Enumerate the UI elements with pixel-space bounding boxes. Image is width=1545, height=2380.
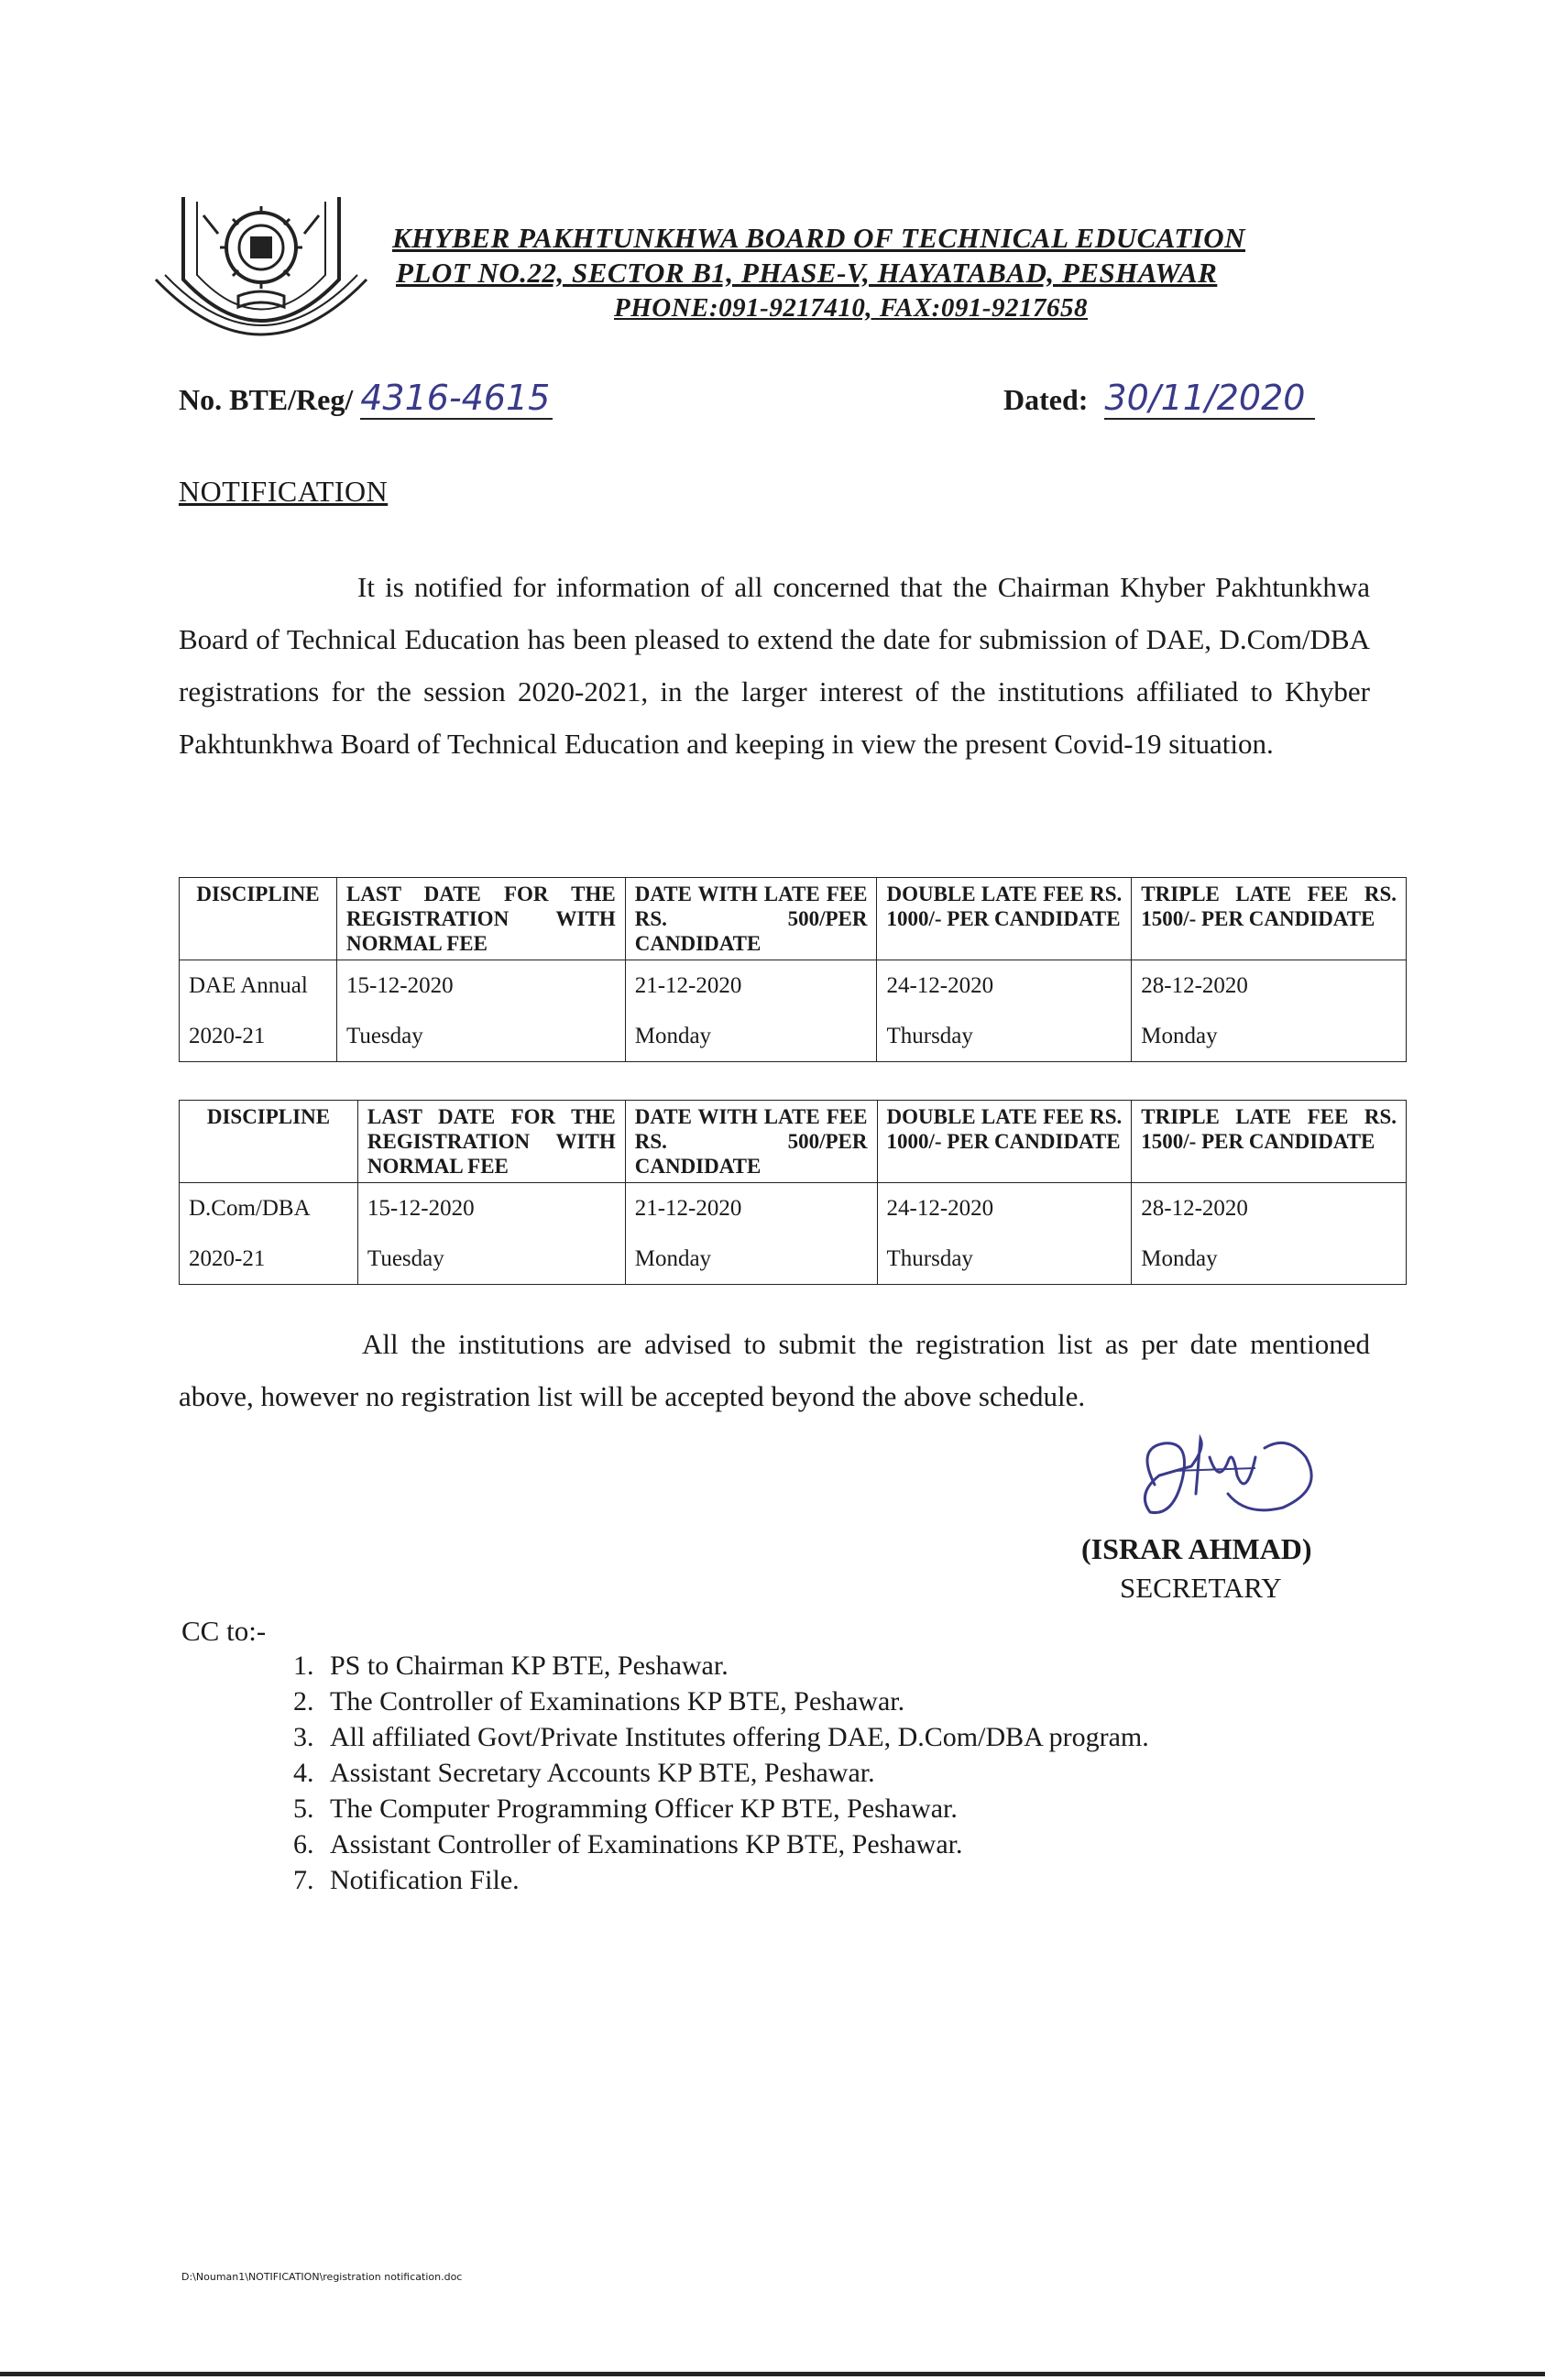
header-triple-late-fee: TRIPLE LATE FEE RS. 1500/- PER CANDIDATE xyxy=(1132,1101,1407,1183)
table-row xyxy=(180,1011,1407,1062)
advisory-paragraph: All the institutions are advised to submit the registration list as per date mentioned above, however no registration list will be accepted beyond the above schedule. xyxy=(179,1328,1370,1412)
reference-number-handwritten: 4316-4615 xyxy=(360,378,553,420)
dae-schedule-table xyxy=(179,877,1407,1062)
cell-day: Tuesday xyxy=(336,1011,625,1062)
dated-label: Dated: xyxy=(1003,383,1089,416)
cc-list xyxy=(275,1648,1149,1898)
cc-label: CC to:- xyxy=(181,1615,267,1647)
cell-discipline: D.Com/DBA xyxy=(180,1183,358,1234)
handwritten-signature xyxy=(1118,1430,1347,1549)
dcom-dba-schedule-table xyxy=(179,1100,1407,1285)
reference-label: No. BTE/Reg/ xyxy=(179,383,354,416)
cell-day: Thursday xyxy=(877,1234,1132,1285)
letterhead-board-name: KHYBER PAKHTUNKHWA BOARD OF TECHNICAL EDUCATION xyxy=(392,222,1246,254)
scan-edge-rule xyxy=(0,2372,1545,2376)
list-item: 2. The Controller of Examinations KP BTE, Peshawar. xyxy=(321,1684,1149,1719)
dated-row xyxy=(1003,378,1315,420)
cell-date: 24-12-2020 xyxy=(877,960,1132,1012)
cell-discipline: DAE Annual xyxy=(180,960,337,1012)
header-double-late-fee: DOUBLE LATE FEE RS. 1000/- PER CANDIDATE xyxy=(877,1101,1132,1183)
cell-date: 24-12-2020 xyxy=(877,1183,1132,1234)
cell-session: 2020-21 xyxy=(180,1011,337,1062)
cell-day: Monday xyxy=(625,1234,877,1285)
signatory-name: (ISRAR AHMAD) xyxy=(1081,1532,1312,1565)
list-item: 4. Assistant Secretary Accounts KP BTE, Peshawar. xyxy=(321,1755,1149,1791)
table-row xyxy=(180,960,1407,1012)
table-header-row xyxy=(180,1101,1407,1183)
header-last-date: LAST DATE FOR THE REGISTRATION WITH NORMAL FEE xyxy=(357,1101,625,1183)
cell-date: 21-12-2020 xyxy=(625,1183,877,1234)
footer-file-path: D:\Nouman1\NOTIFICATION\registration notification.doc xyxy=(181,2271,463,2283)
cell-date: 28-12-2020 xyxy=(1132,1183,1407,1234)
list-item: 5. The Computer Programming Officer KP BTE, Peshawar. xyxy=(321,1791,1149,1826)
list-item: 7. Notification File. xyxy=(321,1862,1149,1898)
table-row xyxy=(180,1183,1407,1234)
header-discipline: DISCIPLINE xyxy=(180,1101,358,1183)
list-item: 6. Assistant Controller of Examinations KP BTE, Peshawar. xyxy=(321,1826,1149,1862)
cell-day: Monday xyxy=(625,1011,877,1062)
cell-date: 21-12-2020 xyxy=(625,960,877,1012)
list-item: 3. All affiliated Govt/Private Institutes offering DAE, D.Com/DBA program. xyxy=(321,1719,1149,1755)
header-late-fee: DATE WITH LATE FEE RS. 500/PER CANDIDATE xyxy=(625,878,877,960)
cell-date: 28-12-2020 xyxy=(1132,960,1407,1012)
reference-number-row xyxy=(179,378,553,420)
cell-date: 15-12-2020 xyxy=(336,960,625,1012)
list-item: 1. PS to Chairman KP BTE, Peshawar. xyxy=(321,1648,1149,1684)
cell-day: Tuesday xyxy=(357,1234,625,1285)
notification-paragraph: It is notified for information of all concerned that the Chairman Khyber Pakhtunkhwa Board of Technical Education has been pleased to extend the date for submission of DAE, D.Com/DBA registrations for the session 2020-2021, in the larger interest of the institutions affiliated to Khyber Pakhtunkhwa Board of Technical Education and keeping in view the present Covid-19 situation. xyxy=(179,571,1370,760)
header-triple-late-fee: TRIPLE LATE FEE RS. 1500/- PER CANDIDATE xyxy=(1132,878,1407,960)
date-handwritten: 30/11/2020 xyxy=(1104,378,1315,420)
cell-day: Thursday xyxy=(877,1011,1132,1062)
header-last-date: LAST DATE FOR THE REGISTRATION WITH NORMAL FEE xyxy=(336,878,625,960)
header-late-fee: DATE WITH LATE FEE RS. 500/PER CANDIDATE xyxy=(625,1101,877,1183)
table-row xyxy=(180,1234,1407,1285)
cell-session: 2020-21 xyxy=(180,1234,358,1285)
signatory-title: SECRETARY xyxy=(1120,1572,1282,1604)
cell-day: Monday xyxy=(1132,1011,1407,1062)
notification-title: NOTIFICATION xyxy=(179,475,389,508)
header-discipline: DISCIPLINE xyxy=(180,878,337,960)
board-seal-logo xyxy=(147,179,376,362)
cell-date: 15-12-2020 xyxy=(357,1183,625,1234)
cell-day: Monday xyxy=(1132,1234,1407,1285)
header-double-late-fee: DOUBLE LATE FEE RS. 1000/- PER CANDIDATE xyxy=(877,878,1132,960)
letterhead-phone-fax: PHONE:091-9217410, FAX:091-9217658 xyxy=(614,293,1088,323)
letterhead-address: PLOT NO.22, SECTOR B1, PHASE-V, HAYATABAD, PESHAWAR xyxy=(396,257,1218,289)
table-header-row xyxy=(180,878,1407,960)
